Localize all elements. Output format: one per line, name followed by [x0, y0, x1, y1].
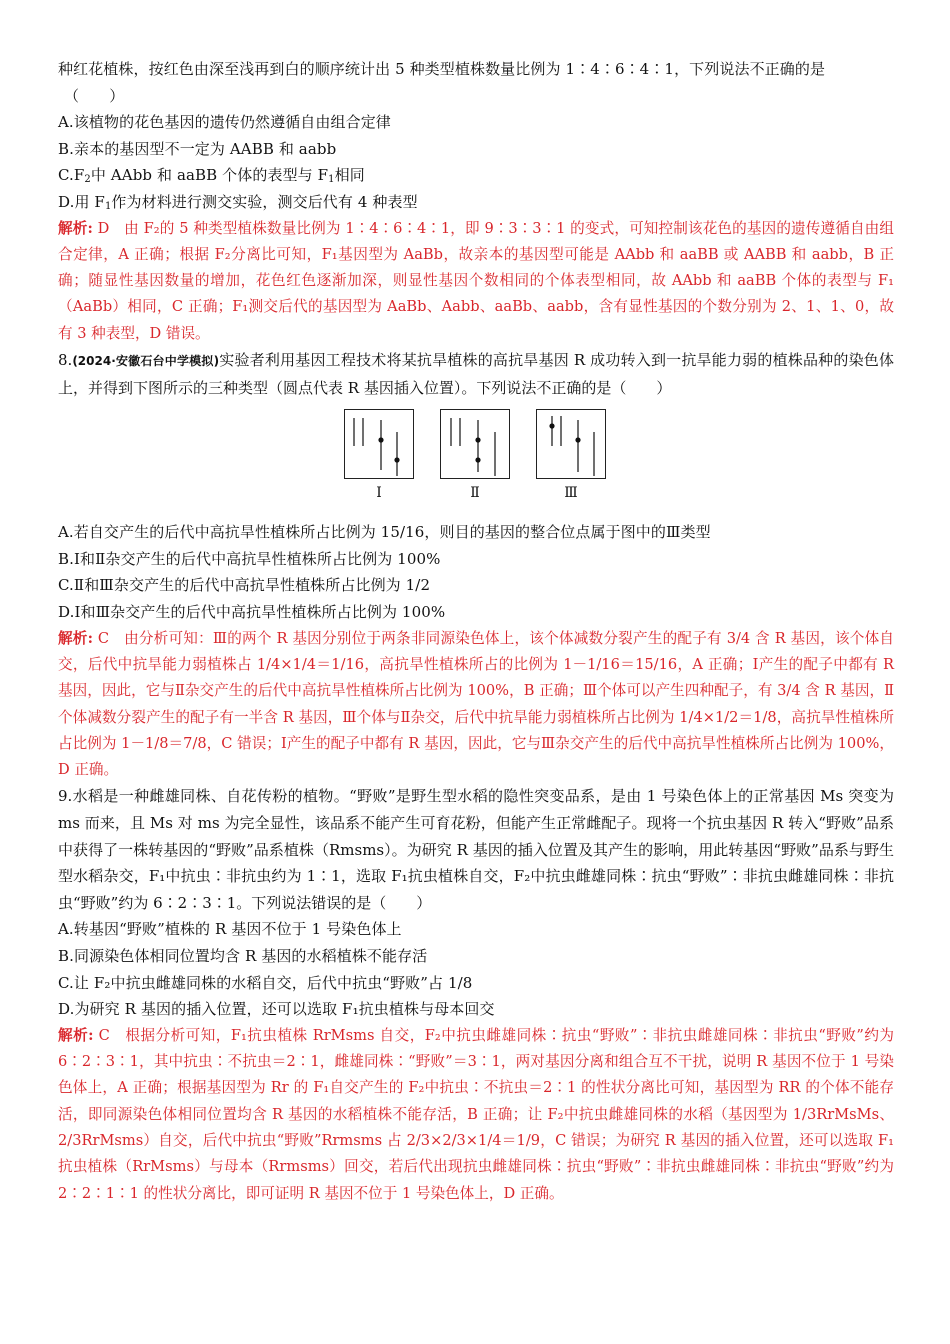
q7-option-a: A.该植物的花色基因的遗传仍然遵循自由组合定律: [58, 113, 391, 132]
q7-option-c: $C.F_2$中 AAbb 和 aaBB 个体的表型与 $F_1$相同: [58, 166, 365, 186]
q9-option-c: C.让 F₂中抗虫雌雄同株的水稻自交，后代中抗虫“野败”占 1/8: [58, 973, 473, 992]
q7-option-d: D.用 $F_1$作为材料进行测交实验，测交后代有 4 种表型: [58, 192, 418, 212]
figure-label-2: Ⅱ: [470, 485, 480, 502]
q8-analysis: 解析: C 由分析可知：Ⅲ的两个 R 基因分别位于两条非同源染色体上，该个体减数分裂产生的配子有 3/4 含 R 基因，该个体自交，后代中抗旱能力弱植株占 1/4×1/4＝1/16，高抗旱性植株所占的比例为 1－1/16＝15/16，A 正确；Ⅰ产生的配子中都有 R 基因，因此，它与Ⅱ杂交产生的后代中高抗旱性植株所占比例为 100%，B 正确；Ⅲ个体可以产生四种配子，有 3/4 含 R 基因，Ⅱ个体减数分裂产生的配子有一半含 R 基因，Ⅲ个体与Ⅱ杂交，后代中抗旱能力弱植株所占比例为 1/4×1/2＝1/8，高抗旱性植株所占比例为 1－1/8＝7/8，C 错误；Ⅰ产生的配子中都有 R 基因，因此，它与Ⅲ杂交产生的后代中高抗旱性植株所占比例为 100%，D 正确。: [58, 629, 894, 779]
r-gene-dot: [549, 424, 554, 429]
figure-type-1-box: [344, 409, 414, 479]
figure-type-3-chromosomes: [537, 410, 607, 480]
q8-stem: 8.(2024·安徽石台中学模拟)实验者利用基因工程技术将某抗旱植株的高抗旱基因 R 成功转入到一抗旱能力弱的植株品种的染色体上，并得到下图所示的三种类型（圆点代表 R 基因插入位置）。下列说法不正确的是（ ）: [58, 351, 894, 397]
q8-option-b: B.Ⅰ和Ⅱ杂交产生的后代中高抗旱性植株所占比例为 100%: [58, 549, 441, 568]
q8-option-c: C.Ⅱ和Ⅲ杂交产生的后代中高抗旱性植株所占比例为 1/2: [58, 576, 431, 595]
figure-label-1: Ⅰ: [376, 485, 382, 502]
figure-type-2-box: [440, 409, 510, 479]
figure-type-2-chromosomes: [441, 410, 511, 480]
q8-chromosome-figure: [58, 407, 894, 515]
q9-analysis: 解析: C 根据分析可知，F₁抗虫植株 RrMsms 自交，F₂中抗虫雌雄同株∶抗虫“野败”∶非抗虫雌雄同株∶非抗虫“野败”约为 6∶2∶3∶1，其中抗虫∶不抗虫＝2∶1，雌雄同株∶“野败”＝3∶1，两对基因分离和组合互不干扰，说明 R 基因不位于 1 号染色体上，A 正确；根据基因型为 Rr 的 F₁自交产生的 F₂中抗虫∶不抗虫＝2∶1 的性状分离比可知，基因型为 RR 的个体不能存活，即同源染色体相同位置均含 R 基因的水稻植株不能存活，B 正确；让 F₂中抗虫雌雄同株的水稻（基因型为 1/3RrMsMs、2/3RrMsms）自交，后代中抗虫“野败”Rrmsms 占 2/3×2/3×1/4＝1/9，C 错误；为研究 R 基因的插入位置，还可以选取 F₁抗虫植株（RrMsms）与母本（Rrmsms）回交，若后代出现抗虫雌雄同株∶抗虫“野败”∶非抗虫雌雄同株∶非抗虫“野败”约为 2∶2∶1∶1 的性状分离比，即可证明 R 基因不位于 1 号染色体上，D 正确。: [58, 1026, 894, 1202]
q7-analysis: 解析: D 由 F₂的 5 种类型植株数量比例为 1∶4∶6∶4∶1，即 9∶3∶3∶1 的变式，可知控制该花色的基因的遗传遵循自由组合定律，A 正确；根据 F₂分离比可知，F₁基因型为 AaBb，故亲本的基因型可能是 AAbb 和 aaBB 或 AABB 和 aabb，B 正确；随显性基因数量的增加，花色红色逐渐加深，则显性基因个数相同的个体表型相同，故 AAbb 和 aaBB 个体的表型与 F₁（AaBb）相同，C 正确；F₁测交后代的基因型为 AaBb、Aabb、aaBb、aabb，含有显性基因的个数分别为 2、1、1、0，故有 3 种表型，D 错误。: [58, 219, 894, 342]
q9-option-a: A.转基因“野败”植株的 R 基因不位于 1 号染色体上: [58, 920, 402, 939]
r-gene-dot: [575, 438, 580, 443]
q8-source-tag: (2024·安徽石台中学模拟): [72, 354, 220, 369]
analysis-label: 解析:: [58, 629, 94, 647]
document-page: [58, 56, 894, 1207]
figure-type-3-box: [536, 409, 606, 479]
r-gene-dot: [475, 458, 480, 463]
r-gene-dot: [378, 438, 383, 443]
q9-option-b: B.同源染色体相同位置均含 R 基因的水稻植株不能存活: [58, 946, 428, 965]
q8-option-d: D.Ⅰ和Ⅲ杂交产生的后代中高抗旱性植株所占比例为 100%: [58, 603, 446, 622]
q9-option-d: D.为研究 R 基因的插入位置，还可以选取 F₁抗虫植株与母本回交: [58, 1000, 495, 1019]
q7-option-b: B.亲本的基因型不一定为 AABB 和 aabb: [58, 139, 337, 158]
r-gene-dot: [475, 438, 480, 443]
analysis-label: 解析:: [58, 219, 93, 237]
r-gene-dot: [394, 458, 399, 463]
q7-stem-line1: 种红花植株，按红色由深至浅再到白的顺序统计出 5 种类型植株数量比例为 1∶4∶6∶4∶1，下列说法不正确的是: [58, 60, 826, 78]
figure-label-3: Ⅲ: [564, 485, 578, 502]
q9-stem: 9.水稻是一种雌雄同株、自花传粉的植物。“野败”是野生型水稻的隐性突变品系，是由 1 号染色体上的正常基因 Ms 突变为 ms 而来，且 Ms 对 ms 为完全显性，该品系不能产生可育花粉，但能产生正常雌配子。现将一个抗虫基因 R 转入“野败”品系中获得了一株转基因的“野败”品系植株（Rmsms）。为研究 R 基因的插入位置及其产生的影响，用此转基因“野败”品系与野生型水稻杂交，F₁中抗虫∶非抗虫约为 1∶1，选取 F₁抗虫植株自交，F₂中抗虫雌雄同株∶抗虫“野败”∶非抗虫雌雄同株∶非抗虫“野败”约为 6∶2∶3∶1。下列说法错误的是（ ）: [58, 787, 894, 912]
analysis-label: 解析:: [58, 1026, 94, 1044]
q8-option-a: A.若自交产生的后代中高抗旱性植株所占比例为 15/16，则目的基因的整合位点属于图中的Ⅲ类型: [58, 523, 711, 542]
figure-type-1-chromosomes: [345, 410, 415, 480]
q7-stem-line2: （ ）: [64, 86, 125, 105]
